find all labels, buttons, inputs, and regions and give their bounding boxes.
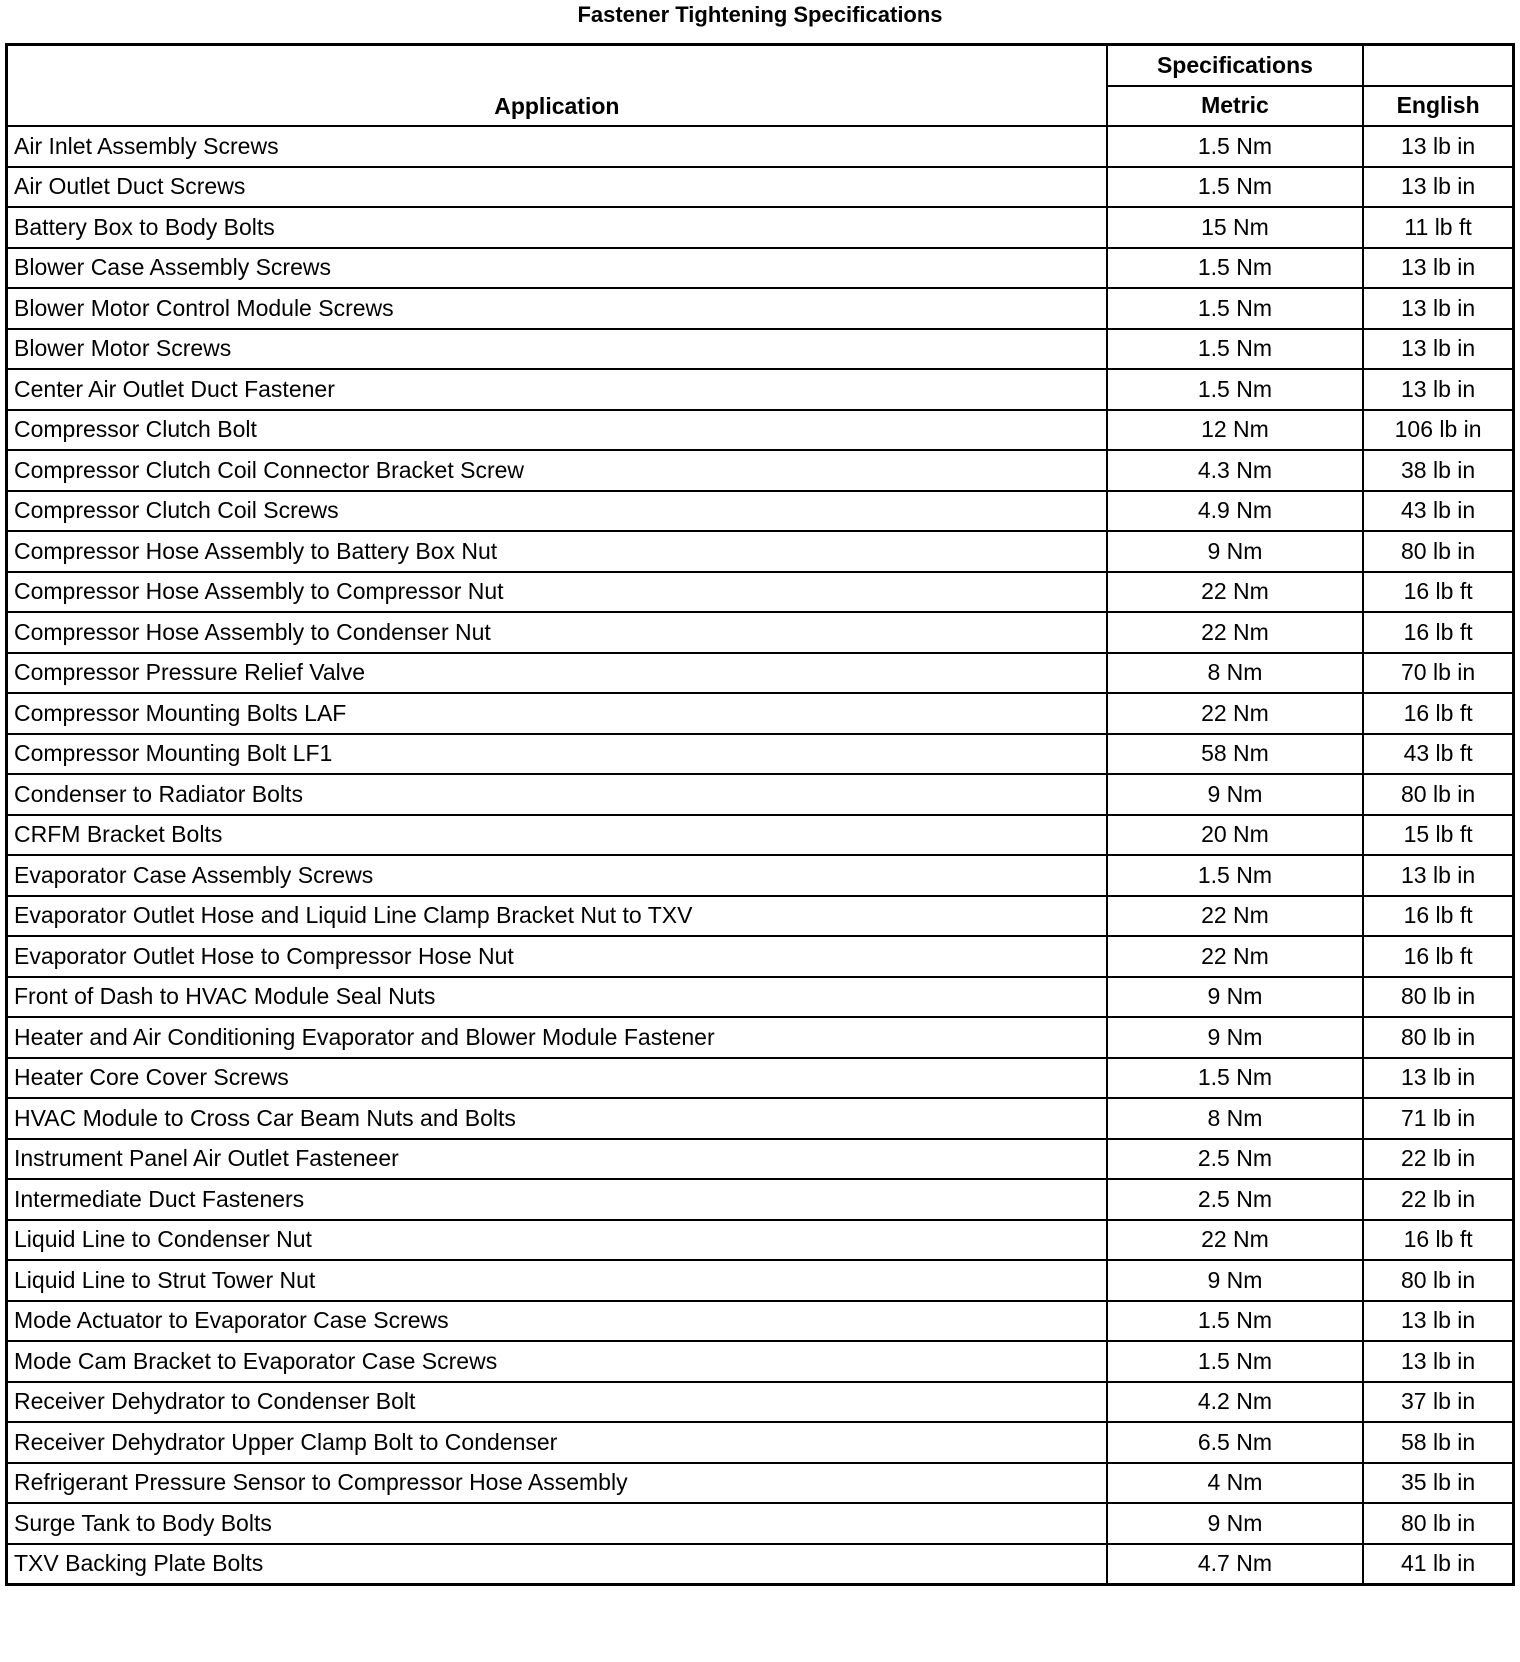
english-cell: 70 lb in xyxy=(1363,653,1513,694)
metric-cell: 1.5 Nm xyxy=(1107,126,1364,167)
english-cell: 13 lb in xyxy=(1363,126,1513,167)
table-row xyxy=(7,491,1514,532)
table-row xyxy=(7,1503,1514,1544)
metric-cell: 1.5 Nm xyxy=(1107,288,1364,329)
metric-cell: 20 Nm xyxy=(1107,815,1364,856)
english-cell: 13 lb in xyxy=(1363,1341,1513,1382)
english-cell: 106 lb in xyxy=(1363,410,1513,451)
application-cell: Compressor Clutch Coil Connector Bracket Screw xyxy=(7,450,1107,491)
english-cell: 38 lb in xyxy=(1363,450,1513,491)
header-row-top xyxy=(7,45,1514,86)
metric-cell: 1.5 Nm xyxy=(1107,855,1364,896)
metric-cell: 58 Nm xyxy=(1107,734,1364,775)
application-cell: Heater and Air Conditioning Evaporator and Blower Module Fastener xyxy=(7,1017,1107,1058)
table-row xyxy=(7,1382,1514,1423)
metric-cell: 1.5 Nm xyxy=(1107,1301,1364,1342)
application-cell: Air Outlet Duct Screws xyxy=(7,167,1107,208)
table-row xyxy=(7,855,1514,896)
table-row xyxy=(7,1220,1514,1261)
application-cell: Receiver Dehydrator to Condenser Bolt xyxy=(7,1382,1107,1423)
application-cell: Instrument Panel Air Outlet Fasteneer xyxy=(7,1139,1107,1180)
table-row xyxy=(7,1260,1514,1301)
table-row xyxy=(7,248,1514,289)
table-body xyxy=(7,126,1514,1585)
english-cell: 43 lb in xyxy=(1363,491,1513,532)
metric-cell: 9 Nm xyxy=(1107,977,1364,1018)
application-cell: Compressor Hose Assembly to Compressor Nut xyxy=(7,572,1107,613)
fastener-spec-table xyxy=(5,43,1515,1586)
table-row xyxy=(7,1463,1514,1504)
english-cell: 22 lb in xyxy=(1363,1139,1513,1180)
application-cell: HVAC Module to Cross Car Beam Nuts and Bolts xyxy=(7,1098,1107,1139)
metric-cell: 8 Nm xyxy=(1107,1098,1364,1139)
metric-cell: 1.5 Nm xyxy=(1107,369,1364,410)
application-cell: Blower Case Assembly Screws xyxy=(7,248,1107,289)
table-row xyxy=(7,207,1514,248)
table-row xyxy=(7,369,1514,410)
english-cell: 13 lb in xyxy=(1363,288,1513,329)
table-row xyxy=(7,288,1514,329)
metric-cell: 1.5 Nm xyxy=(1107,167,1364,208)
table-row xyxy=(7,815,1514,856)
table-row xyxy=(7,167,1514,208)
metric-cell: 4.9 Nm xyxy=(1107,491,1364,532)
header-metric: Metric xyxy=(1107,86,1364,127)
table-row xyxy=(7,1179,1514,1220)
table-row xyxy=(7,1058,1514,1099)
table-row xyxy=(7,693,1514,734)
english-cell: 80 lb in xyxy=(1363,774,1513,815)
english-cell: 15 lb ft xyxy=(1363,815,1513,856)
application-cell: Heater Core Cover Screws xyxy=(7,1058,1107,1099)
metric-cell: 2.5 Nm xyxy=(1107,1179,1364,1220)
table-row xyxy=(7,329,1514,370)
metric-cell: 4 Nm xyxy=(1107,1463,1364,1504)
table-row xyxy=(7,531,1514,572)
english-cell: 16 lb ft xyxy=(1363,1220,1513,1261)
english-cell: 13 lb in xyxy=(1363,329,1513,370)
english-cell: 80 lb in xyxy=(1363,1017,1513,1058)
application-cell: Compressor Clutch Coil Screws xyxy=(7,491,1107,532)
metric-cell: 8 Nm xyxy=(1107,653,1364,694)
application-cell: Compressor Mounting Bolt LF1 xyxy=(7,734,1107,775)
header-english: English xyxy=(1363,86,1513,127)
application-cell: Receiver Dehydrator Upper Clamp Bolt to Condenser xyxy=(7,1422,1107,1463)
english-cell: 43 lb ft xyxy=(1363,734,1513,775)
header-specifications: Specifications xyxy=(1107,45,1364,86)
application-cell: Refrigerant Pressure Sensor to Compressor Hose Assembly xyxy=(7,1463,1107,1504)
application-cell: Liquid Line to Strut Tower Nut xyxy=(7,1260,1107,1301)
application-cell: Center Air Outlet Duct Fastener xyxy=(7,369,1107,410)
table-row xyxy=(7,1544,1514,1585)
english-cell: 16 lb ft xyxy=(1363,572,1513,613)
metric-cell: 12 Nm xyxy=(1107,410,1364,451)
application-cell: Front of Dash to HVAC Module Seal Nuts xyxy=(7,977,1107,1018)
english-cell: 13 lb in xyxy=(1363,1058,1513,1099)
application-cell: Liquid Line to Condenser Nut xyxy=(7,1220,1107,1261)
metric-cell: 9 Nm xyxy=(1107,531,1364,572)
metric-cell: 1.5 Nm xyxy=(1107,1341,1364,1382)
application-cell: Evaporator Outlet Hose to Compressor Hose Nut xyxy=(7,936,1107,977)
metric-cell: 4.7 Nm xyxy=(1107,1544,1364,1585)
page-title: Fastener Tightening Specifications xyxy=(577,2,943,27)
metric-cell: 9 Nm xyxy=(1107,1260,1364,1301)
application-cell: Compressor Pressure Relief Valve xyxy=(7,653,1107,694)
metric-cell: 22 Nm xyxy=(1107,936,1364,977)
application-cell: CRFM Bracket Bolts xyxy=(7,815,1107,856)
english-cell: 16 lb ft xyxy=(1363,693,1513,734)
metric-cell: 9 Nm xyxy=(1107,1017,1364,1058)
table-row xyxy=(7,977,1514,1018)
metric-cell: 1.5 Nm xyxy=(1107,1058,1364,1099)
application-cell: Compressor Clutch Bolt xyxy=(7,410,1107,451)
application-cell: Surge Tank to Body Bolts xyxy=(7,1503,1107,1544)
application-cell: Air Inlet Assembly Screws xyxy=(7,126,1107,167)
english-cell: 58 lb in xyxy=(1363,1422,1513,1463)
english-cell: 16 lb ft xyxy=(1363,896,1513,937)
english-cell: 13 lb in xyxy=(1363,1301,1513,1342)
header-empty-cell xyxy=(1363,45,1513,86)
header-application: Application xyxy=(7,45,1107,127)
table-row xyxy=(7,1301,1514,1342)
table-row xyxy=(7,896,1514,937)
english-cell: 22 lb in xyxy=(1363,1179,1513,1220)
application-cell: Blower Motor Screws xyxy=(7,329,1107,370)
application-cell: TXV Backing Plate Bolts xyxy=(7,1544,1107,1585)
table-row xyxy=(7,734,1514,775)
english-cell: 80 lb in xyxy=(1363,531,1513,572)
metric-cell: 4.2 Nm xyxy=(1107,1382,1364,1423)
metric-cell: 9 Nm xyxy=(1107,774,1364,815)
table-row xyxy=(7,653,1514,694)
english-cell: 13 lb in xyxy=(1363,248,1513,289)
application-cell: Compressor Mounting Bolts LAF xyxy=(7,693,1107,734)
english-cell: 41 lb in xyxy=(1363,1544,1513,1585)
metric-cell: 1.5 Nm xyxy=(1107,248,1364,289)
metric-cell: 4.3 Nm xyxy=(1107,450,1364,491)
table-row xyxy=(7,126,1514,167)
metric-cell: 9 Nm xyxy=(1107,1503,1364,1544)
english-cell: 80 lb in xyxy=(1363,977,1513,1018)
english-cell: 13 lb in xyxy=(1363,855,1513,896)
table-row xyxy=(7,1139,1514,1180)
application-cell: Compressor Hose Assembly to Battery Box Nut xyxy=(7,531,1107,572)
english-cell: 13 lb in xyxy=(1363,369,1513,410)
table-row xyxy=(7,1341,1514,1382)
table-row xyxy=(7,410,1514,451)
english-cell: 11 lb ft xyxy=(1363,207,1513,248)
table-row xyxy=(7,936,1514,977)
application-cell: Compressor Hose Assembly to Condenser Nut xyxy=(7,612,1107,653)
application-cell: Mode Cam Bracket to Evaporator Case Screws xyxy=(7,1341,1107,1382)
application-cell: Condenser to Radiator Bolts xyxy=(7,774,1107,815)
metric-cell: 22 Nm xyxy=(1107,693,1364,734)
english-cell: 37 lb in xyxy=(1363,1382,1513,1423)
metric-cell: 6.5 Nm xyxy=(1107,1422,1364,1463)
metric-cell: 22 Nm xyxy=(1107,612,1364,653)
metric-cell: 22 Nm xyxy=(1107,572,1364,613)
application-cell: Intermediate Duct Fasteners xyxy=(7,1179,1107,1220)
metric-cell: 1.5 Nm xyxy=(1107,329,1364,370)
english-cell: 71 lb in xyxy=(1363,1098,1513,1139)
metric-cell: 22 Nm xyxy=(1107,896,1364,937)
english-cell: 35 lb in xyxy=(1363,1463,1513,1504)
application-cell: Blower Motor Control Module Screws xyxy=(7,288,1107,329)
metric-cell: 22 Nm xyxy=(1107,1220,1364,1261)
english-cell: 16 lb ft xyxy=(1363,936,1513,977)
table-row xyxy=(7,572,1514,613)
application-cell: Battery Box to Body Bolts xyxy=(7,207,1107,248)
table-row xyxy=(7,1098,1514,1139)
table-row xyxy=(7,1017,1514,1058)
application-cell: Mode Actuator to Evaporator Case Screws xyxy=(7,1301,1107,1342)
table-row xyxy=(7,612,1514,653)
table-row xyxy=(7,1422,1514,1463)
table-header xyxy=(7,45,1514,127)
table-row xyxy=(7,450,1514,491)
application-cell: Evaporator Outlet Hose and Liquid Line Clamp Bracket Nut to TXV xyxy=(7,896,1107,937)
metric-cell: 15 Nm xyxy=(1107,207,1364,248)
metric-cell: 2.5 Nm xyxy=(1107,1139,1364,1180)
english-cell: 80 lb in xyxy=(1363,1260,1513,1301)
english-cell: 16 lb ft xyxy=(1363,612,1513,653)
table-row xyxy=(7,774,1514,815)
english-cell: 13 lb in xyxy=(1363,167,1513,208)
english-cell: 80 lb in xyxy=(1363,1503,1513,1544)
application-cell: Evaporator Case Assembly Screws xyxy=(7,855,1107,896)
